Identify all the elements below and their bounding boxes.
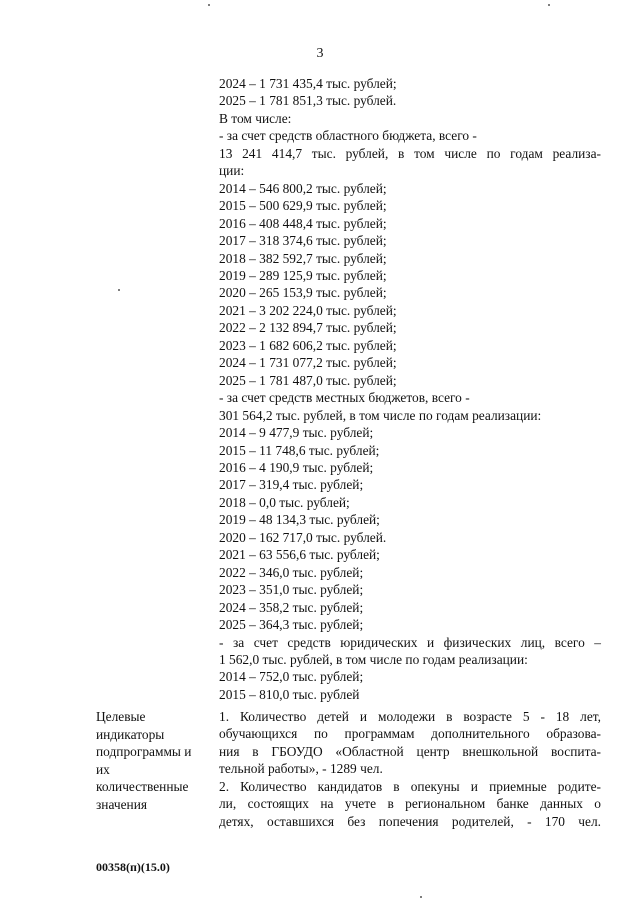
indicators-label-line: индикаторы xyxy=(96,726,165,742)
budget-line: 2023 – 351,0 тыс. рублей; xyxy=(219,582,364,598)
budget-line: - за счет средств местных бюджетов, всего - xyxy=(219,390,470,406)
budget-line: 2016 – 408 448,4 тыс. рублей; xyxy=(219,215,387,231)
budget-line: 2014 – 546 800,2 тыс. рублей; xyxy=(219,180,387,196)
indicators-label-line: Целевые xyxy=(96,709,146,724)
indicators-label-line: их xyxy=(96,761,110,777)
page-number: 3 xyxy=(316,46,324,61)
budget-line: ции: xyxy=(219,163,245,179)
budget-line: 2020 – 265 153,9 тыс. рублей; xyxy=(219,285,387,301)
scan-speck xyxy=(420,896,422,898)
budget-line: - за счет средств юридических и физических лиц, всего – xyxy=(219,634,601,650)
budget-line: 2017 – 318 374,6 тыс. рублей; xyxy=(219,233,387,249)
indicator-line: 1. Количество детей и молодежи в возрасте 5 - 18 лет, xyxy=(219,709,601,724)
budget-line: В том числе: xyxy=(219,110,292,126)
budget-line: 2022 – 2 132 894,7 тыс. рублей; xyxy=(219,320,397,336)
budget-line: 2015 – 500 629,9 тыс. рублей; xyxy=(219,198,387,214)
indicator-line: обучающихся по программам дополнительного образова- xyxy=(219,726,601,742)
scan-speck xyxy=(118,289,120,291)
budget-line: 2025 – 1 781 487,0 тыс. рублей; xyxy=(219,372,397,388)
budget-line: 2020 – 162 717,0 тыс. рублей. xyxy=(219,529,387,545)
indicators-label-line: значения xyxy=(96,796,148,812)
indicator-line: ли, состоящих на учете в региональном банке данных о xyxy=(219,796,601,812)
budget-line: - за счет средств областного бюджета, всего - xyxy=(219,128,477,144)
indicators-label xyxy=(96,708,216,813)
budget-line: 2023 – 1 682 606,2 тыс. рублей; xyxy=(219,337,397,353)
indicator-line: ния в ГБОУДО «Областной центр внешкольной воспита- xyxy=(219,743,601,759)
indicator-line: детях, оставшихся без попечения родителей, - 170 чел. xyxy=(219,813,601,829)
indicators-values xyxy=(219,708,601,830)
budget-line: 2021 – 63 556,6 тыс. рублей; xyxy=(219,547,380,563)
budget-line: 2025 – 364,3 тыс. рублей; xyxy=(219,617,364,633)
indicators-label-line: подпрограммы и xyxy=(96,744,192,759)
scan-speck xyxy=(208,4,210,6)
budget-line: 2021 – 3 202 224,0 тыс. рублей; xyxy=(219,302,397,318)
budget-line: 1 562,0 тыс. рублей, в том числе по годам реализации: xyxy=(219,651,528,667)
indicator-line: тельной работы», - 1289 чел. xyxy=(219,761,383,777)
budget-line: 301 564,2 тыс. рублей, в том числе по годам реализации: xyxy=(219,407,542,423)
budget-line: 2024 – 358,2 тыс. рублей; xyxy=(219,599,364,615)
budget-line: 2019 – 48 134,3 тыс. рублей; xyxy=(219,512,380,528)
budget-line: 2018 – 382 592,7 тыс. рублей; xyxy=(219,250,387,266)
budget-line: 2019 – 289 125,9 тыс. рублей; xyxy=(219,267,387,283)
budget-line: 2014 – 9 477,9 тыс. рублей; xyxy=(219,425,374,441)
indicator-line: 2. Количество кандидатов в опекуны и приемные родите- xyxy=(219,778,601,794)
budget-line: 2017 – 319,4 тыс. рублей; xyxy=(219,477,364,493)
budget-line: 2024 – 1 731 435,4 тыс. рублей; xyxy=(219,76,397,91)
budget-line: 2022 – 346,0 тыс. рублей; xyxy=(219,564,364,580)
budget-line: 2014 – 752,0 тыс. рублей; xyxy=(219,669,364,685)
budget-line: 13 241 414,7 тыс. рублей, в том числе по годам реализа- xyxy=(219,145,601,161)
scan-speck xyxy=(548,4,550,6)
budget-line: 2015 – 810,0 тыс. рублей xyxy=(219,686,360,702)
budget-funding-text xyxy=(219,75,601,703)
indicators-label-line: количественные xyxy=(96,779,189,794)
budget-line: 2024 – 1 731 077,2 тыс. рублей; xyxy=(219,355,397,371)
budget-line: 2018 – 0,0 тыс. рублей; xyxy=(219,494,350,510)
budget-line: 2015 – 11 748,6 тыс. рублей; xyxy=(219,442,380,458)
budget-line: 2016 – 4 190,9 тыс. рублей; xyxy=(219,459,374,475)
document-code: 00358(п)(15.0) xyxy=(96,860,170,874)
budget-line: 2025 – 1 781 851,3 тыс. рублей. xyxy=(219,93,397,109)
